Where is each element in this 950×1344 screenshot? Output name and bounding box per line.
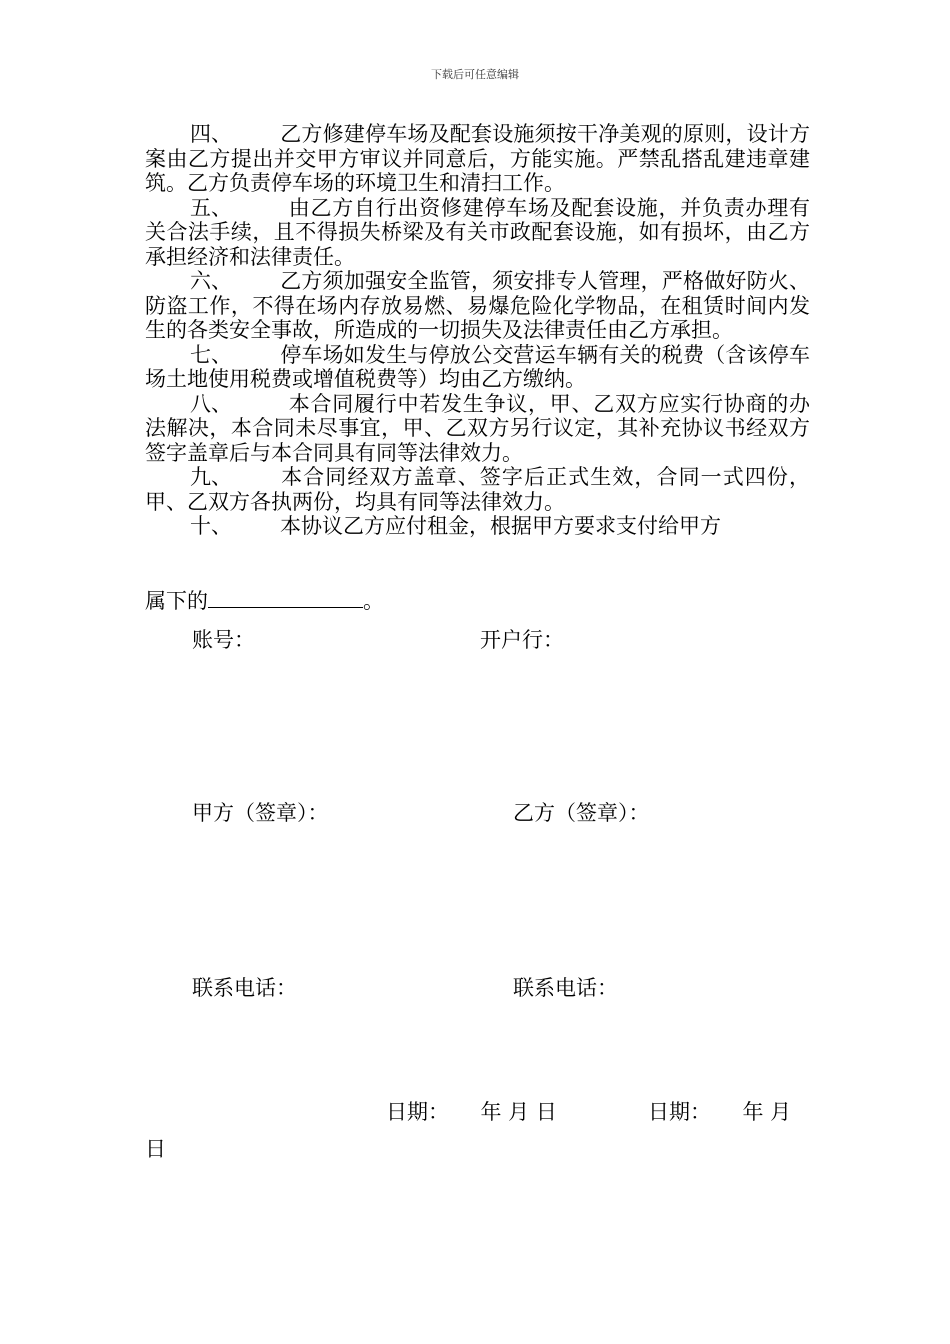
clause-10 bbox=[145, 514, 810, 539]
clause-text: 本合同履行中若发生争议，甲、乙双方应实行协商的办法解决，本合同未尽事宜，甲、乙双方另行议定，其补充协议书经双方签字盖章后与本合同具有同等法律效力。 bbox=[145, 391, 810, 465]
clause-8 bbox=[145, 392, 810, 466]
payee-line bbox=[145, 585, 384, 615]
party-a-date: 日期： 年 月 日 bbox=[386, 1100, 557, 1124]
clause-text: 停车场如发生与停放公交营运车辆有关的税费（含该停车场土地使用税费或增值税费等）均由乙方缴纳。 bbox=[145, 342, 810, 391]
clause-text: 由乙方自行出资修建停车场及配套设施，并负责办理有关合法手续，且不得损失桥梁及有关市政配套设施，如有损坏，由乙方承担经济和法律责任。 bbox=[145, 195, 810, 269]
account-label: 账号： bbox=[192, 628, 255, 652]
clause-6 bbox=[145, 269, 810, 343]
clause-number: 九、 bbox=[190, 465, 232, 489]
party-b-signature-label: 乙方（签章）： bbox=[513, 801, 650, 825]
clause-number: 四、 bbox=[190, 122, 232, 146]
clause-7 bbox=[145, 343, 810, 392]
party-a-signature-label: 甲方（签章）： bbox=[192, 801, 329, 825]
payee-prefix: 属下的 bbox=[145, 589, 208, 613]
clause-number: 六、 bbox=[190, 269, 232, 293]
clause-number: 七、 bbox=[190, 342, 232, 367]
clause-9 bbox=[145, 465, 810, 514]
clause-5 bbox=[145, 196, 810, 270]
contract-clauses bbox=[145, 122, 810, 539]
clause-text: 乙方修建停车场及配套设施须按干净美观的原则，设计方案由乙方提出并交甲方审议并同意后，方能实施。严禁乱搭乱建违章建筑。乙方负责停车场的环境卫生和清扫工作。 bbox=[145, 122, 810, 195]
party-a-phone-label: 联系电话： bbox=[192, 976, 297, 1000]
clause-text: 本协议乙方应付租金，根据甲方要求支付给甲方 bbox=[280, 514, 721, 538]
clause-text: 本合同经双方盖章、签字后正式生效，合同一式四份，甲、乙双方各执两份，均具有同等法律效力。 bbox=[145, 465, 810, 514]
clause-4 bbox=[145, 122, 810, 196]
party-b-phone-label: 联系电话： bbox=[513, 976, 618, 1000]
clause-text: 乙方须加强安全监管，须安排专人管理，严格做好防火、防盗工作，不得在场内存放易燃、易爆危险化学物品，在租赁时间内发生的各类安全事故，所造成的一切损失及法律责任由乙方承担。 bbox=[145, 269, 810, 342]
clause-number: 八、 bbox=[190, 391, 232, 416]
payee-blank bbox=[208, 589, 363, 608]
bank-label: 开户行： bbox=[480, 628, 564, 652]
party-b-date-day: 日 bbox=[145, 1137, 166, 1161]
clause-number: 五、 bbox=[190, 195, 232, 220]
party-b-date: 日期： 年 月 bbox=[648, 1100, 792, 1124]
payee-suffix: 。 bbox=[363, 589, 384, 613]
clause-number: 十、 bbox=[190, 514, 232, 538]
page-header: 下载后可任意编辑 bbox=[431, 68, 519, 81]
